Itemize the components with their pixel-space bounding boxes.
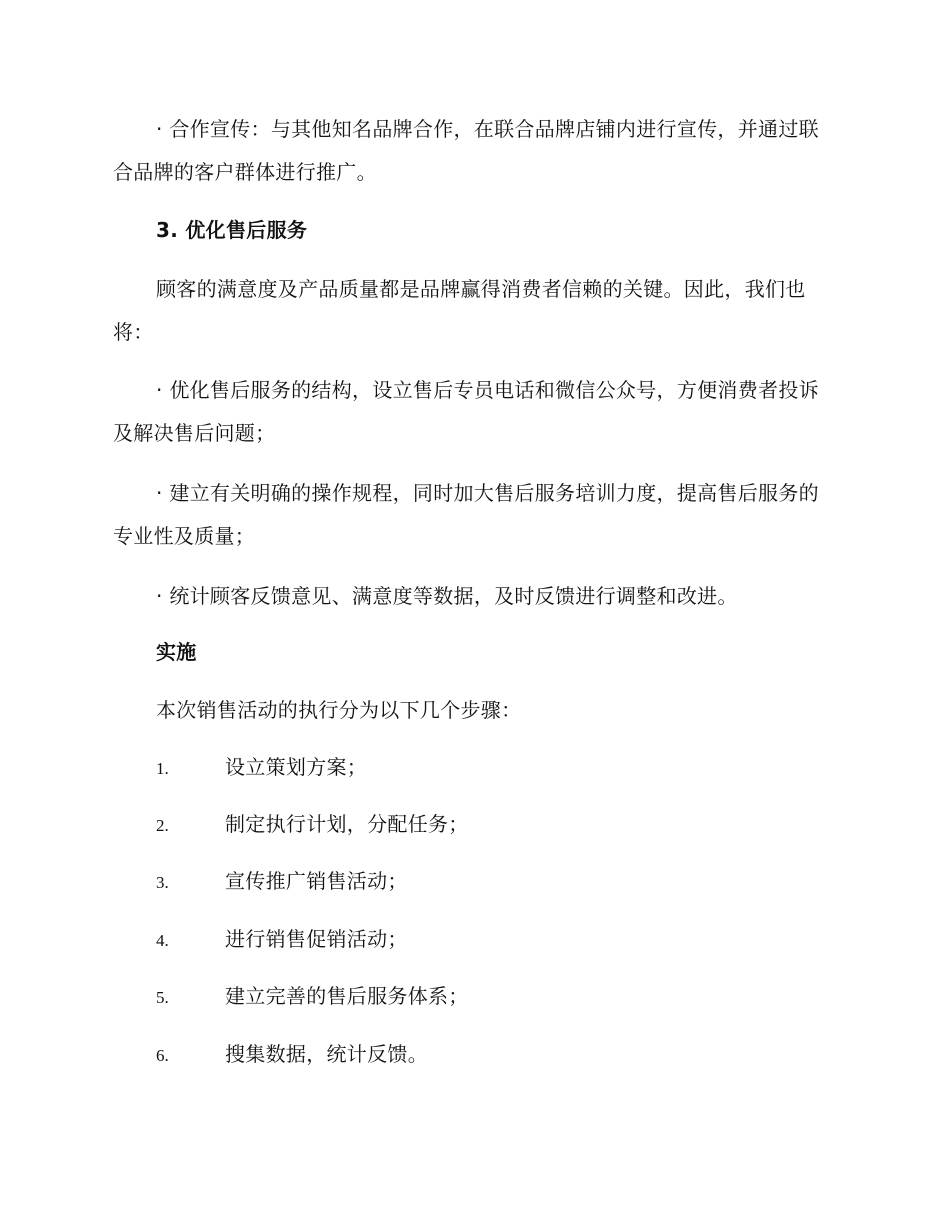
section-heading-implementation: 实施	[156, 640, 197, 664]
step-number: 1.	[156, 759, 169, 778]
list-item	[156, 1039, 756, 1069]
bullet-structure: · 优化售后服务的结构，设立售后专员电话和微信公众号，方便消费者投诉及解决售后问题；	[113, 378, 819, 445]
list-item	[156, 981, 756, 1011]
section-heading-after-sales: 3. 优化售后服务	[156, 218, 308, 242]
list-item	[156, 924, 756, 954]
step-text: 建立完善的售后服务体系；	[225, 984, 469, 1008]
cooperation-bullet: · 合作宣传：与其他知名品牌合作，在联合品牌店铺内进行宣传，并通过联合品牌的客户群体进行推广。	[113, 117, 819, 184]
step-text: 搜集数据，统计反馈。	[225, 1042, 428, 1066]
step-text: 进行销售促销活动；	[225, 927, 408, 951]
implementation-intro: 本次销售活动的执行分为以下几个步骤：	[156, 698, 522, 722]
list-item	[156, 809, 756, 839]
step-text: 制定执行计划，分配任务；	[225, 812, 469, 836]
step-number: 5.	[156, 988, 169, 1007]
step-text: 宣传推广销售活动；	[225, 869, 408, 893]
list-item	[156, 866, 756, 896]
step-number: 2.	[156, 816, 169, 835]
step-number: 4.	[156, 931, 169, 950]
bullet-feedback: · 统计顾客反馈意见、满意度等数据，及时反馈进行调整和改进。	[156, 584, 738, 608]
list-item	[156, 752, 756, 782]
step-text: 设立策划方案；	[225, 755, 368, 779]
after-sales-intro: 顾客的满意度及产品质量都是品牌赢得消费者信赖的关键。因此，我们也将：	[113, 277, 806, 344]
bullet-rules: · 建立有关明确的操作规程，同时加大售后服务培训力度，提高售后服务的专业性及质量；	[113, 481, 819, 548]
step-number: 6.	[156, 1046, 169, 1065]
step-number: 3.	[156, 873, 169, 892]
